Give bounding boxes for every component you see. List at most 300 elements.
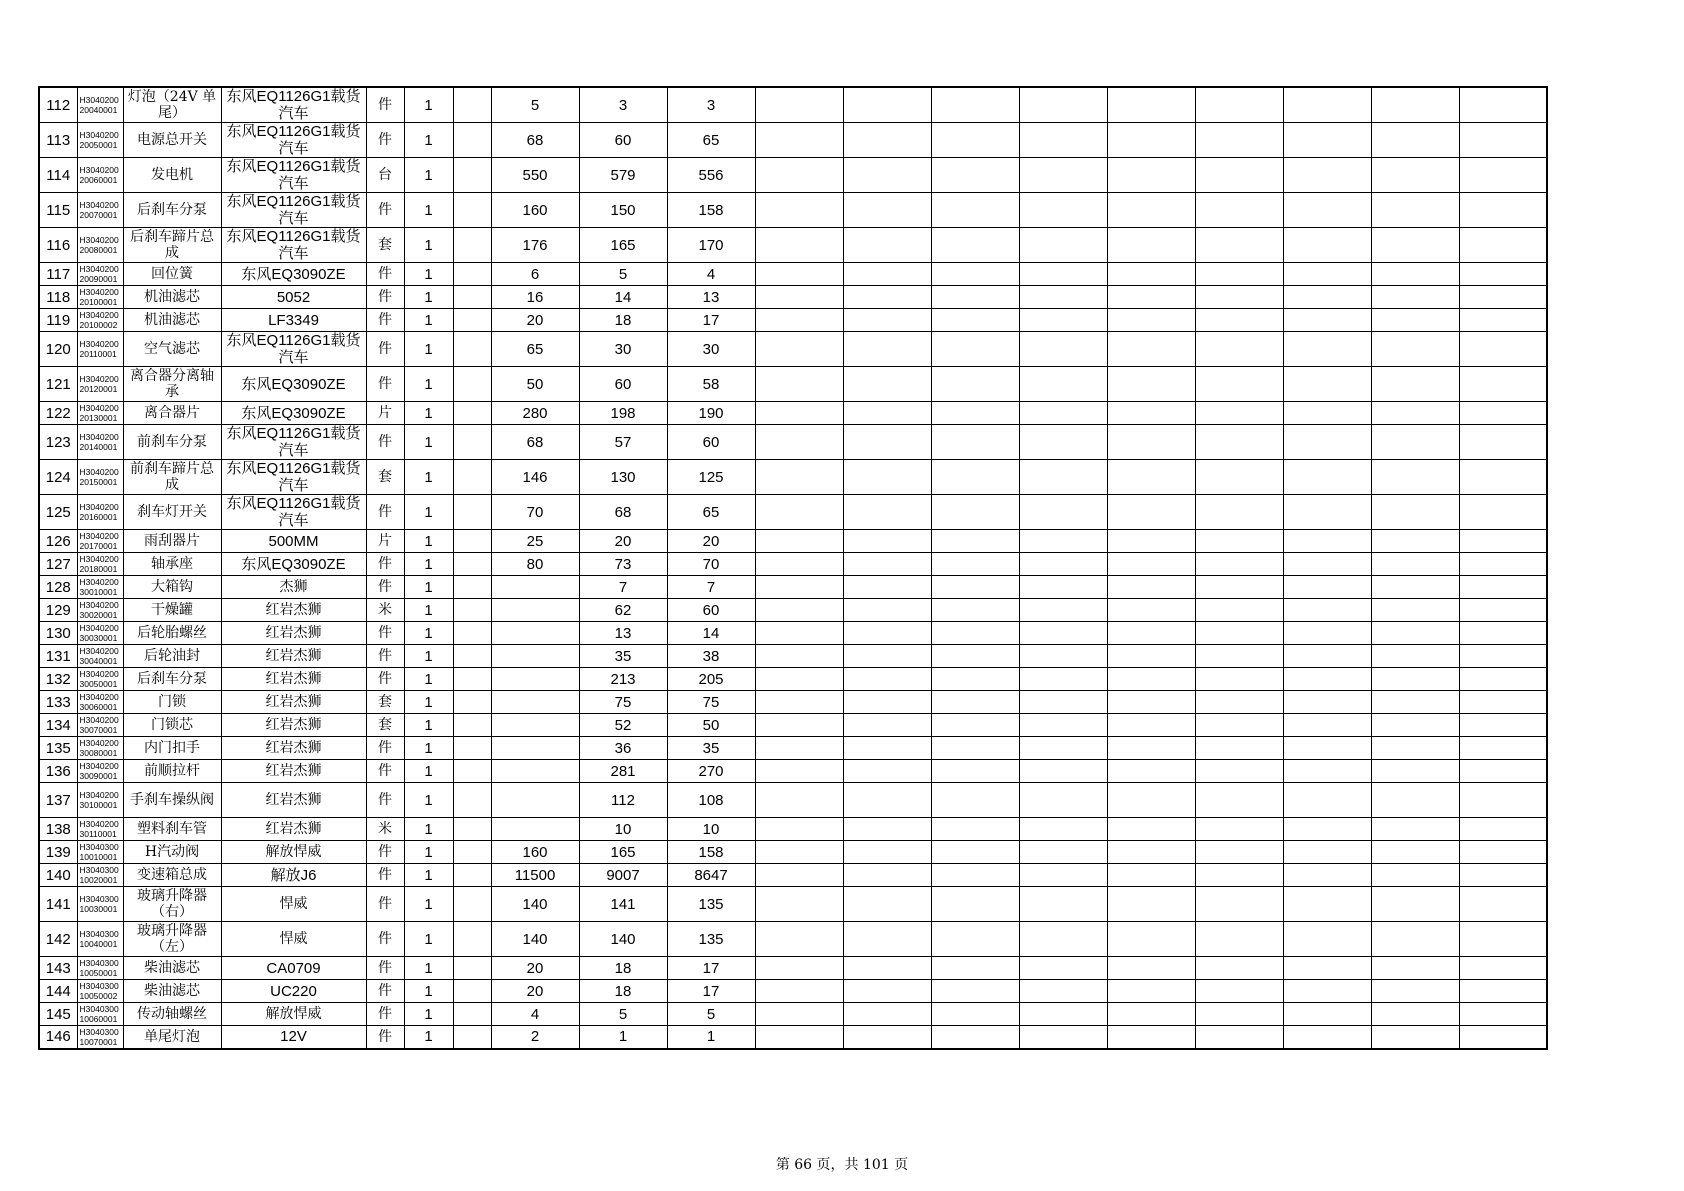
empty-cell — [1371, 714, 1459, 737]
item-code: H304030010050001 — [77, 957, 123, 980]
empty-cell — [843, 553, 931, 576]
price-2: 165 — [579, 841, 667, 864]
empty-cell — [1459, 922, 1547, 957]
empty-cell — [843, 1003, 931, 1026]
item-name: 离合器片 — [123, 402, 221, 425]
item-code: H304020020050001 — [77, 123, 123, 158]
price-3: 35 — [667, 737, 755, 760]
price-1: 140 — [491, 887, 579, 922]
empty-cell — [1107, 841, 1195, 864]
empty-cell — [1371, 460, 1459, 495]
empty-cell — [1195, 622, 1283, 645]
empty-cell — [755, 818, 843, 841]
item-name: 柴油滤芯 — [123, 980, 221, 1003]
empty-cell — [843, 922, 931, 957]
empty-cell — [1283, 783, 1371, 818]
empty-cell — [755, 576, 843, 599]
empty-cell — [1107, 668, 1195, 691]
empty-cell — [1371, 553, 1459, 576]
empty-cell — [1107, 332, 1195, 367]
empty-cell — [843, 957, 931, 980]
blank-cell — [453, 622, 491, 645]
price-1: 140 — [491, 922, 579, 957]
empty-cell — [1459, 158, 1547, 193]
price-3: 170 — [667, 228, 755, 263]
price-2: 3 — [579, 87, 667, 123]
empty-cell — [843, 841, 931, 864]
price-3: 60 — [667, 425, 755, 460]
price-1 — [491, 576, 579, 599]
item-name: 刹车灯开关 — [123, 495, 221, 530]
item-unit: 米 — [366, 818, 404, 841]
empty-cell — [1195, 123, 1283, 158]
item-unit: 件 — [366, 87, 404, 123]
table-row — [39, 530, 1547, 553]
row-index: 131 — [39, 645, 77, 668]
empty-cell — [755, 668, 843, 691]
empty-cell — [1371, 783, 1459, 818]
blank-cell — [453, 922, 491, 957]
empty-cell — [1283, 530, 1371, 553]
empty-cell — [931, 887, 1019, 922]
empty-cell — [1107, 737, 1195, 760]
price-3: 17 — [667, 957, 755, 980]
empty-cell — [843, 123, 931, 158]
empty-cell — [1107, 818, 1195, 841]
item-name: 传动轴螺丝 — [123, 1003, 221, 1026]
empty-cell — [931, 228, 1019, 263]
empty-cell — [1195, 760, 1283, 783]
price-3: 65 — [667, 495, 755, 530]
empty-cell — [1459, 530, 1547, 553]
empty-cell — [1107, 576, 1195, 599]
empty-cell — [1107, 460, 1195, 495]
item-name: 空气滤芯 — [123, 332, 221, 367]
item-name: 塑料刹车管 — [123, 818, 221, 841]
price-1: 2 — [491, 1026, 579, 1049]
empty-cell — [1107, 645, 1195, 668]
empty-cell — [1283, 123, 1371, 158]
empty-cell — [1459, 783, 1547, 818]
empty-cell — [755, 760, 843, 783]
item-qty: 1 — [404, 737, 453, 760]
item-code: H304020020130001 — [77, 402, 123, 425]
item-unit: 件 — [366, 425, 404, 460]
empty-cell — [1019, 957, 1107, 980]
item-code: H304030010050002 — [77, 980, 123, 1003]
blank-cell — [453, 228, 491, 263]
item-qty: 1 — [404, 576, 453, 599]
row-index: 130 — [39, 622, 77, 645]
item-qty: 1 — [404, 1026, 453, 1049]
price-2: 60 — [579, 367, 667, 402]
row-index: 116 — [39, 228, 77, 263]
empty-cell — [1019, 714, 1107, 737]
empty-cell — [1283, 599, 1371, 622]
price-3: 1 — [667, 1026, 755, 1049]
price-1: 4 — [491, 1003, 579, 1026]
price-3: 5 — [667, 1003, 755, 1026]
empty-cell — [1019, 123, 1107, 158]
item-code: H304020020160001 — [77, 495, 123, 530]
empty-cell — [755, 495, 843, 530]
empty-cell — [1195, 980, 1283, 1003]
item-code: H304020020180001 — [77, 553, 123, 576]
item-unit: 件 — [366, 645, 404, 668]
empty-cell — [1107, 980, 1195, 1003]
table-body — [39, 87, 1547, 1049]
empty-cell — [1371, 645, 1459, 668]
blank-cell — [453, 864, 491, 887]
empty-cell — [1107, 599, 1195, 622]
item-qty: 1 — [404, 980, 453, 1003]
price-1: 80 — [491, 553, 579, 576]
price-3: 135 — [667, 922, 755, 957]
blank-cell — [453, 887, 491, 922]
item-code: H304020030060001 — [77, 691, 123, 714]
item-name: 后轮胎螺丝 — [123, 622, 221, 645]
table-row — [39, 228, 1547, 263]
empty-cell — [1371, 495, 1459, 530]
empty-cell — [1459, 332, 1547, 367]
price-1: 11500 — [491, 864, 579, 887]
empty-cell — [1459, 402, 1547, 425]
empty-cell — [1195, 495, 1283, 530]
empty-cell — [1283, 553, 1371, 576]
price-2: 52 — [579, 714, 667, 737]
blank-cell — [453, 645, 491, 668]
item-name: 后轮油封 — [123, 645, 221, 668]
empty-cell — [1195, 87, 1283, 123]
item-spec: 东风EQ1126G1载货汽车 — [221, 425, 366, 460]
price-3: 556 — [667, 158, 755, 193]
empty-cell — [1371, 622, 1459, 645]
empty-cell — [1107, 193, 1195, 228]
item-qty: 1 — [404, 425, 453, 460]
empty-cell — [1019, 922, 1107, 957]
empty-cell — [1195, 286, 1283, 309]
empty-cell — [1283, 576, 1371, 599]
item-unit: 件 — [366, 668, 404, 691]
empty-cell — [755, 332, 843, 367]
item-unit: 台 — [366, 158, 404, 193]
empty-cell — [1459, 495, 1547, 530]
blank-cell — [453, 193, 491, 228]
price-3: 38 — [667, 645, 755, 668]
item-name: 前顺拉杆 — [123, 760, 221, 783]
empty-cell — [843, 402, 931, 425]
price-2: 140 — [579, 922, 667, 957]
empty-cell — [843, 737, 931, 760]
table-row — [39, 158, 1547, 193]
empty-cell — [1107, 887, 1195, 922]
price-2: 150 — [579, 193, 667, 228]
item-code: H304020030090001 — [77, 760, 123, 783]
item-qty: 1 — [404, 622, 453, 645]
blank-cell — [453, 737, 491, 760]
empty-cell — [1283, 425, 1371, 460]
table-row — [39, 193, 1547, 228]
table-row — [39, 425, 1547, 460]
empty-cell — [1459, 460, 1547, 495]
empty-cell — [843, 714, 931, 737]
price-2: 9007 — [579, 864, 667, 887]
blank-cell — [453, 553, 491, 576]
blank-cell — [453, 309, 491, 332]
item-qty: 1 — [404, 228, 453, 263]
row-index: 112 — [39, 87, 77, 123]
blank-cell — [453, 367, 491, 402]
row-index: 144 — [39, 980, 77, 1003]
row-index: 128 — [39, 576, 77, 599]
price-1 — [491, 645, 579, 668]
table-row — [39, 783, 1547, 818]
item-name: 玻璃升降器（左） — [123, 922, 221, 957]
item-name: 电源总开关 — [123, 123, 221, 158]
empty-cell — [843, 691, 931, 714]
empty-cell — [1371, 599, 1459, 622]
price-2: 18 — [579, 957, 667, 980]
empty-cell — [1459, 1026, 1547, 1049]
row-index: 135 — [39, 737, 77, 760]
item-unit: 件 — [366, 576, 404, 599]
item-code: H304030010060001 — [77, 1003, 123, 1026]
empty-cell — [1283, 922, 1371, 957]
item-unit: 米 — [366, 599, 404, 622]
item-name: 后刹车分泵 — [123, 668, 221, 691]
price-3: 17 — [667, 309, 755, 332]
empty-cell — [755, 158, 843, 193]
item-spec: 红岩杰狮 — [221, 691, 366, 714]
empty-cell — [1459, 737, 1547, 760]
price-3: 3 — [667, 87, 755, 123]
empty-cell — [931, 668, 1019, 691]
empty-cell — [1107, 87, 1195, 123]
item-name: 前刹车分泵 — [123, 425, 221, 460]
item-spec: 东风EQ1126G1载货汽车 — [221, 193, 366, 228]
empty-cell — [1283, 1026, 1371, 1049]
price-3: 13 — [667, 286, 755, 309]
price-2: 68 — [579, 495, 667, 530]
table-row — [39, 1026, 1547, 1049]
empty-cell — [1459, 1003, 1547, 1026]
item-code: H304020030110001 — [77, 818, 123, 841]
row-index: 121 — [39, 367, 77, 402]
empty-cell — [1459, 263, 1547, 286]
empty-cell — [931, 783, 1019, 818]
price-3: 135 — [667, 887, 755, 922]
empty-cell — [931, 553, 1019, 576]
price-2: 60 — [579, 123, 667, 158]
empty-cell — [1195, 714, 1283, 737]
price-1 — [491, 714, 579, 737]
price-1: 5 — [491, 87, 579, 123]
item-unit: 件 — [366, 263, 404, 286]
item-spec: 红岩杰狮 — [221, 818, 366, 841]
item-code: H304020020070001 — [77, 193, 123, 228]
blank-cell — [453, 332, 491, 367]
empty-cell — [755, 425, 843, 460]
empty-cell — [1019, 286, 1107, 309]
empty-cell — [1195, 425, 1283, 460]
item-code: H304020030010001 — [77, 576, 123, 599]
item-name: 单尾灯泡 — [123, 1026, 221, 1049]
empty-cell — [1107, 495, 1195, 530]
price-3: 58 — [667, 367, 755, 402]
empty-cell — [931, 1003, 1019, 1026]
item-unit: 件 — [366, 922, 404, 957]
empty-cell — [1107, 760, 1195, 783]
item-unit: 件 — [366, 864, 404, 887]
price-1 — [491, 760, 579, 783]
item-name: 门锁芯 — [123, 714, 221, 737]
empty-cell — [931, 714, 1019, 737]
price-2: 5 — [579, 263, 667, 286]
item-spec: 东风EQ1126G1载货汽车 — [221, 460, 366, 495]
price-2: 13 — [579, 622, 667, 645]
item-unit: 件 — [366, 309, 404, 332]
item-spec: 红岩杰狮 — [221, 737, 366, 760]
table-row — [39, 841, 1547, 864]
price-1 — [491, 599, 579, 622]
empty-cell — [1371, 760, 1459, 783]
price-1: 20 — [491, 980, 579, 1003]
empty-cell — [1107, 158, 1195, 193]
table-row — [39, 668, 1547, 691]
item-unit: 片 — [366, 402, 404, 425]
empty-cell — [843, 495, 931, 530]
price-2: 18 — [579, 980, 667, 1003]
row-index: 125 — [39, 495, 77, 530]
empty-cell — [1019, 228, 1107, 263]
empty-cell — [1283, 158, 1371, 193]
empty-cell — [931, 818, 1019, 841]
empty-cell — [1107, 309, 1195, 332]
price-2: 112 — [579, 783, 667, 818]
row-index: 133 — [39, 691, 77, 714]
empty-cell — [1459, 193, 1547, 228]
empty-cell — [755, 783, 843, 818]
item-code: H304020020110001 — [77, 332, 123, 367]
blank-cell — [453, 691, 491, 714]
item-qty: 1 — [404, 1003, 453, 1026]
empty-cell — [931, 332, 1019, 367]
empty-cell — [1283, 193, 1371, 228]
item-qty: 1 — [404, 460, 453, 495]
item-name: 回位簧 — [123, 263, 221, 286]
item-spec: 红岩杰狮 — [221, 599, 366, 622]
empty-cell — [931, 841, 1019, 864]
item-unit: 件 — [366, 553, 404, 576]
empty-cell — [931, 286, 1019, 309]
price-1 — [491, 818, 579, 841]
item-unit: 件 — [366, 980, 404, 1003]
empty-cell — [1195, 887, 1283, 922]
empty-cell — [1107, 691, 1195, 714]
row-index: 127 — [39, 553, 77, 576]
empty-cell — [1107, 123, 1195, 158]
item-qty: 1 — [404, 87, 453, 123]
empty-cell — [1371, 1026, 1459, 1049]
empty-cell — [1459, 286, 1547, 309]
empty-cell — [755, 367, 843, 402]
empty-cell — [1019, 622, 1107, 645]
item-spec: 500MM — [221, 530, 366, 553]
price-2: 198 — [579, 402, 667, 425]
table-row — [39, 645, 1547, 668]
empty-cell — [755, 87, 843, 123]
item-code: H304020030030001 — [77, 622, 123, 645]
empty-cell — [1371, 425, 1459, 460]
item-unit: 件 — [366, 737, 404, 760]
blank-cell — [453, 668, 491, 691]
item-unit: 件 — [366, 841, 404, 864]
empty-cell — [1019, 841, 1107, 864]
item-unit: 件 — [366, 1026, 404, 1049]
item-code: H304020030070001 — [77, 714, 123, 737]
empty-cell — [755, 553, 843, 576]
row-index: 117 — [39, 263, 77, 286]
empty-cell — [1019, 332, 1107, 367]
row-index: 143 — [39, 957, 77, 980]
item-code: H304020020140001 — [77, 425, 123, 460]
empty-cell — [931, 622, 1019, 645]
blank-cell — [453, 1003, 491, 1026]
item-qty: 1 — [404, 332, 453, 367]
empty-cell — [1283, 864, 1371, 887]
price-2: 213 — [579, 668, 667, 691]
empty-cell — [1019, 645, 1107, 668]
empty-cell — [1107, 1026, 1195, 1049]
empty-cell — [931, 123, 1019, 158]
price-2: 14 — [579, 286, 667, 309]
empty-cell — [843, 530, 931, 553]
empty-cell — [931, 425, 1019, 460]
row-index: 118 — [39, 286, 77, 309]
table-row — [39, 367, 1547, 402]
item-code: H304020020080001 — [77, 228, 123, 263]
price-2: 62 — [579, 599, 667, 622]
item-qty: 1 — [404, 286, 453, 309]
item-spec: CA0709 — [221, 957, 366, 980]
empty-cell — [1371, 263, 1459, 286]
empty-cell — [1019, 425, 1107, 460]
item-spec: 东风EQ1126G1载货汽车 — [221, 495, 366, 530]
empty-cell — [755, 228, 843, 263]
empty-cell — [1195, 841, 1283, 864]
item-name: 门锁 — [123, 691, 221, 714]
empty-cell — [1283, 286, 1371, 309]
price-1: 6 — [491, 263, 579, 286]
empty-cell — [1371, 286, 1459, 309]
empty-cell — [1107, 228, 1195, 263]
empty-cell — [1195, 1026, 1283, 1049]
price-1: 16 — [491, 286, 579, 309]
table-row — [39, 1003, 1547, 1026]
empty-cell — [1019, 691, 1107, 714]
empty-cell — [1195, 228, 1283, 263]
blank-cell — [453, 818, 491, 841]
row-index: 146 — [39, 1026, 77, 1049]
price-3: 8647 — [667, 864, 755, 887]
table-row — [39, 864, 1547, 887]
empty-cell — [1195, 263, 1283, 286]
empty-cell — [1195, 922, 1283, 957]
empty-cell — [755, 622, 843, 645]
blank-cell — [453, 402, 491, 425]
empty-cell — [1371, 193, 1459, 228]
empty-cell — [1283, 495, 1371, 530]
